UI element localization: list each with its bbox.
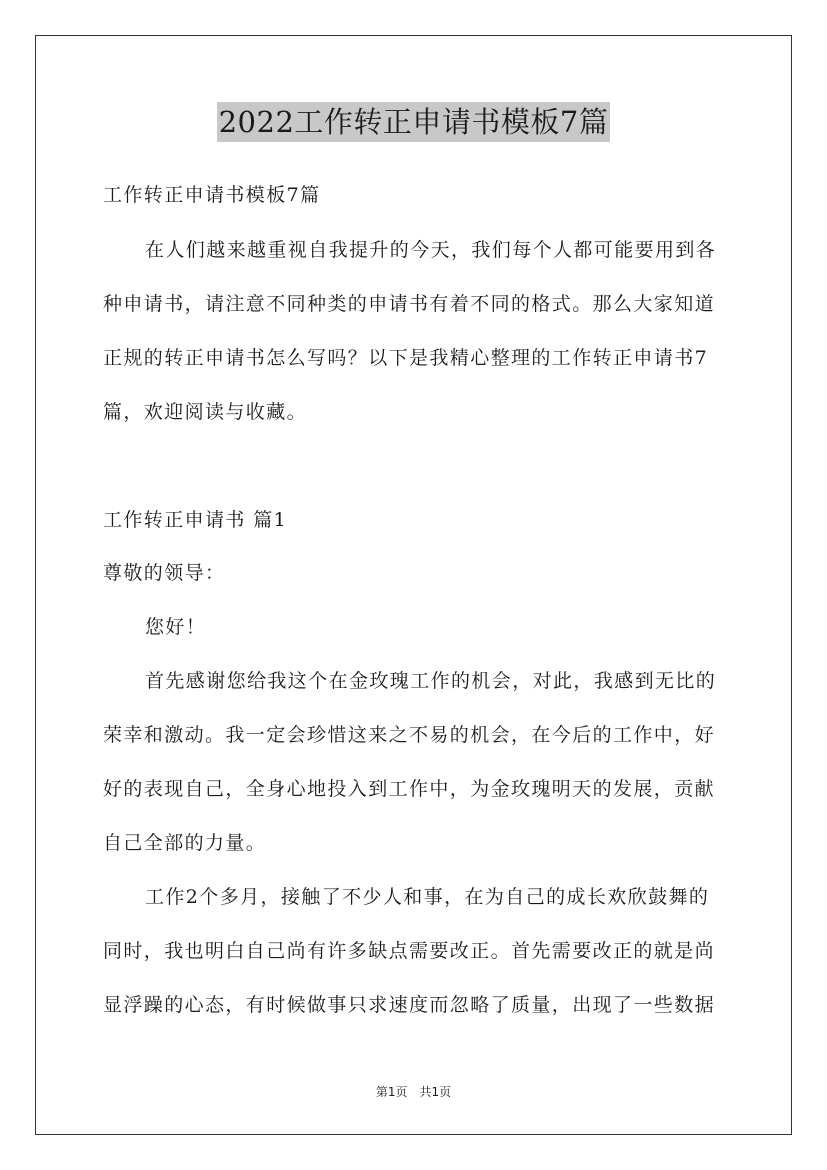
- intro-line-1: 在人们越来越重视自我提升的今天，我们每个人都可能要用到各: [145, 239, 717, 261]
- page-number-current: 第1页: [375, 1085, 408, 1099]
- paragraph1-line-2: 荣幸和激动。我一定会珍惜这来之不易的机会，在今后的工作中，好: [103, 724, 716, 746]
- document-title: 2022工作转正申请书模板7篇: [217, 102, 611, 142]
- salutation: 尊敬的领导：: [103, 562, 226, 584]
- page-number-total: 共1页: [419, 1085, 452, 1099]
- greeting: 您好！: [145, 616, 207, 638]
- paragraph2-line-2: 同时，我也明白自己尚有许多缺点需要改正。首先需要改正的就是尚: [103, 940, 716, 962]
- paragraph1-line-4: 自己全部的力量。: [103, 832, 267, 854]
- section-heading: 工作转正申请书 篇1: [103, 509, 288, 531]
- intro-line-3: 正规的转正申请书怎么写吗？以下是我精心整理的工作转正申请书7: [103, 347, 709, 369]
- title-container: [0, 102, 827, 142]
- paragraph2-line-3: 显浮躁的心态，有时候做事只求速度而忽略了质量，出现了一些数据: [103, 994, 716, 1016]
- document-subtitle: 工作转正申请书模板7篇: [103, 184, 321, 206]
- intro-line-4: 篇，欢迎阅读与收藏。: [103, 401, 308, 423]
- paragraph1-line-3: 好的表现自己，全身心地投入到工作中，为金玫瑰明天的发展，贡献: [103, 778, 716, 800]
- intro-line-2: 种申请书，请注意不同种类的申请书有着不同的格式。那么大家知道: [103, 293, 716, 315]
- paragraph2-line-1: 工作2个多月，接触了不少人和事，在为自己的成长欢欣鼓舞的: [145, 886, 710, 908]
- paragraph1-line-1: 首先感谢您给我这个在金玫瑰工作的机会，对此，我感到无比的: [145, 670, 717, 692]
- page-footer: [0, 1083, 827, 1100]
